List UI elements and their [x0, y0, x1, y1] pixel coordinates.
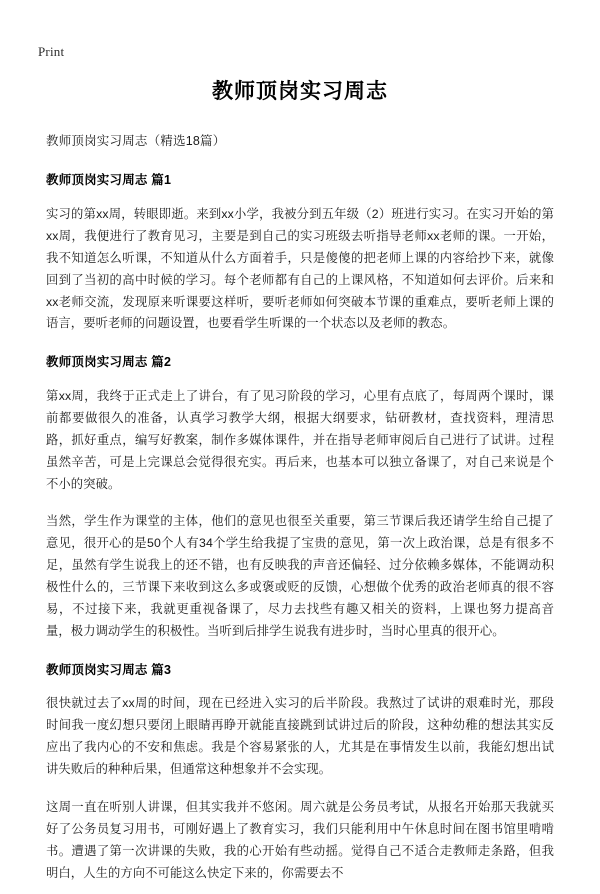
section-2	[46, 353, 554, 642]
section-3-paragraph-2: 这周一直在听别人讲课，但其实我并不悠闲。周六就是公务员考试，从报名开始那天我就买好了公务员复习用书，可刚好遇上了教育实习，我们只能利用中午休息时间在图书馆里啃啃书。遭遇了第一次讲课的失败，我的心开始有些动摇。觉得自己不适合走教师走条路，但我明白，人生的方向不可能这么快定下来的，你需要去不	[46, 799, 554, 880]
document-subtitle: 教师顶岗实习周志（精选18篇）	[46, 134, 226, 149]
page-title: 教师顶岗实习周志	[212, 80, 388, 103]
document-body	[46, 78, 554, 894]
section-3	[46, 661, 554, 885]
section-3-paragraph-1: 很快就过去了xx周的时间，现在已经进入实习的后半阶段。我熬过了试讲的艰难时光，那段时间我一度幻想只要闭上眼睛再睁开就能直接跳到试讲过后的阶段，这种幼稚的想法其实反应出了我内心的不安和焦虑。我是个容易紧张的人，尤其是在事情发生以前，我能幻想出试讲失败后的种种后果，但通常这种想象并不会实现。	[46, 696, 554, 777]
section-heading-3: 教师顶岗实习周志 篇3	[46, 662, 172, 677]
section-spacer-1	[46, 345, 554, 353]
section-2-paragraph-1: 第xx周，我终于正式走上了讲台，有了见习阶段的学习，心里有点底了，每周两个课时，课前都要做很久的准备，认真学习教学大纲，根据大纲要求，钻研教材，查找资料，理清思路，抓好重点，编写好教案，制作多媒体课件，并在指导老师审阅后自己进行了试讲。过程虽然辛苦，可是上完课总会觉得很充实。再后来，也基本可以独立备课了，对自己来说是个不小的突破。	[46, 389, 554, 491]
print-label: Print	[38, 44, 65, 59]
section-2-paragraph-2: 当然，学生作为课堂的主体，他们的意见也很至关重要，第三节课后我还请学生给自己提了意见，很开心的是50个人有34个学生给我提了宝贵的意见，第一次上政治课，总是有很多不足，虽然有学生说我上的还不错，也有反映我的声音还偏轻、过分依赖多媒体，不能调动积极性什么的，三节课下来收到这么多或褒或贬的反馈，心想做个优秀的政治老师真的很不容易，不过接下来，我就更重视备课了，尽力去找些有趣又相关的资料，上课也努力提高音量，极力调动学生的积极性。当听到后排学生说我有进步时，当时心里真的很开心。	[46, 514, 554, 638]
section-1-paragraph-1: 实习的第xx周，转眼即逝。来到xx小学，我被分到五年级（2）班进行实习。在实习开始的第xx周，我便进行了教育见习，主要是到自己的实习班级去听指导老师xx老师的课。一开始，我不知道怎么听课，不知道从什么方面着手，只是傻傻的把老师上课的内容给抄下来，就像回到了当初的高中时候的学习。每个老师都有自己的上课风格，不知道如何去评价。后来和xx老师交流，发现原来听课要这样听，要听老师如何突破本节课的重难点，要听老师上课的语言，要听老师的问题设置，也要看学生听课的一个状态以及老师的教态。	[46, 207, 554, 331]
section-heading-2: 教师顶岗实习周志 篇2	[46, 355, 172, 370]
section-1	[46, 171, 554, 335]
section-spacer-2	[46, 653, 554, 661]
section-heading-1: 教师顶岗实习周志 篇1	[46, 173, 172, 188]
